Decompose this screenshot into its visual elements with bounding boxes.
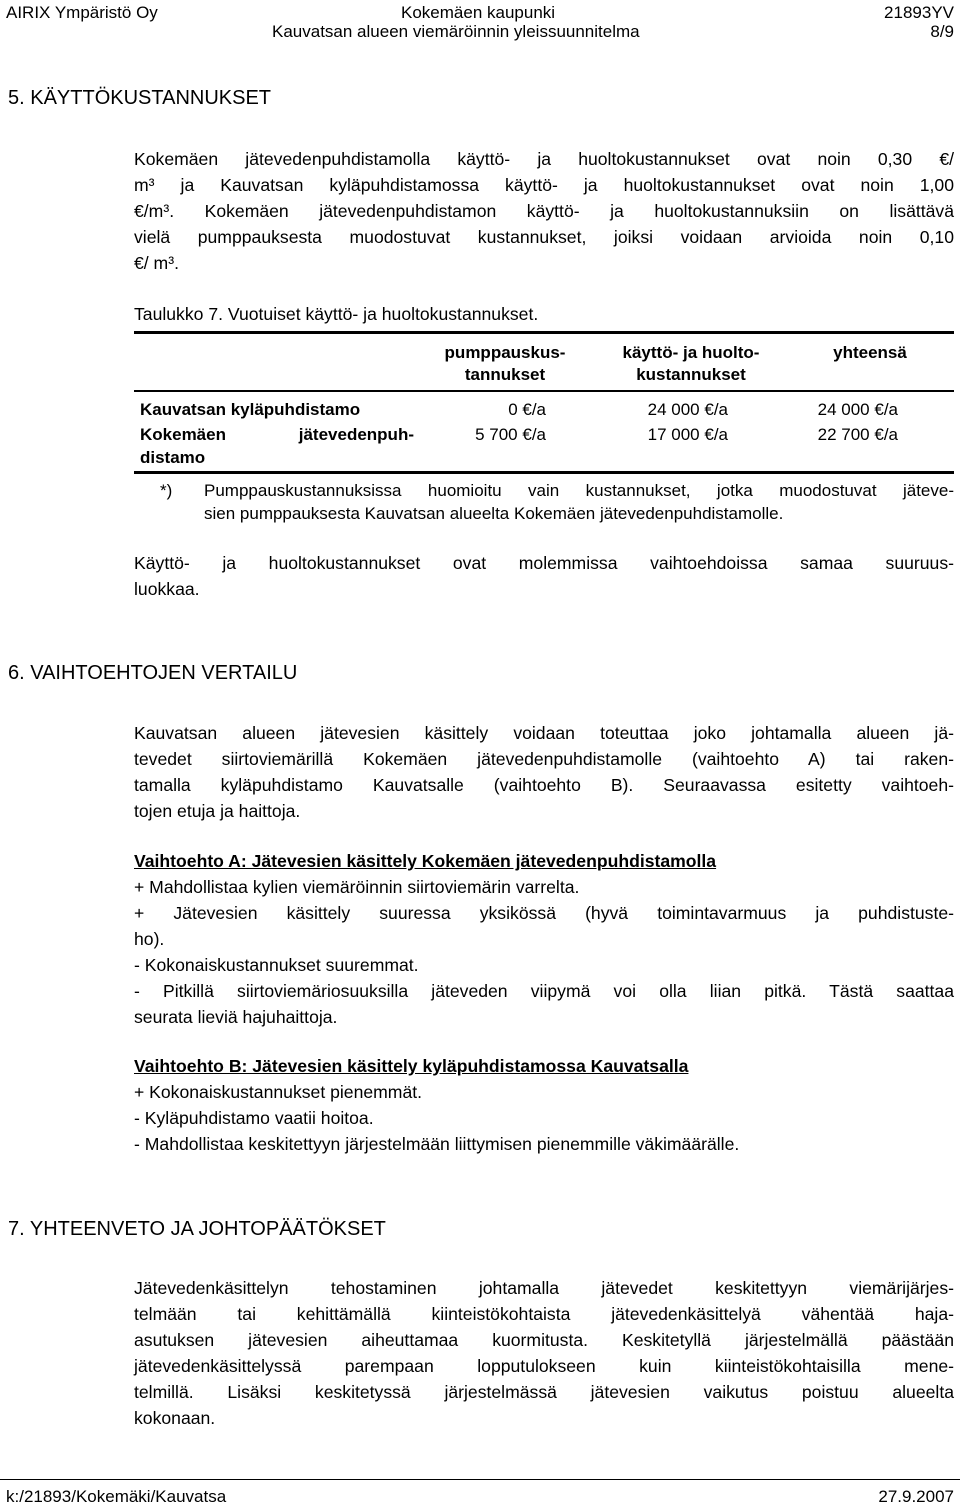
table-cell-operation: 24 000 €/a	[647, 400, 728, 419]
section-7-title: 7. YHTEENVETO JA JOHTOPÄÄTÖKSET	[8, 1218, 386, 1240]
paragraph-line: telmään tai kehittämällä kiinteistökohtaista jätevedenkäsittelyä vähentää haja-	[134, 1304, 954, 1324]
paragraph-line: jätevedenkäsittelyssä parempaan lopputulokseen kuin kiinteistökohtaisilla mene-	[134, 1356, 954, 1376]
table-header-operation	[596, 342, 786, 386]
section-5-title: 5. KÄYTTÖKUSTANNUKSET	[8, 87, 272, 109]
footer-file-path: k:/21893/Kokemäki/Kauvatsa	[6, 1487, 227, 1506]
header-subtitle: Kauvatsan alueen viemäröinnin yleissuunnitelma	[272, 22, 640, 41]
paragraph-line: Käyttö- ja huoltokustannukset ovat molemmissa vaihtoehdoissa samaa suuruus-	[134, 553, 954, 573]
paragraph-line: €/m³. Kokemäen jätevedenpuhdistamon käyttö- ja huoltokustannuksiin on lisättävä	[134, 201, 954, 221]
header-code: 21893YV	[884, 3, 954, 22]
alternative-b-title: Vaihtoehto B: Jätevesien käsittely kyläpuhdistamossa Kauvatsalla	[134, 1056, 689, 1076]
list-item: seurata lieviä hajuhaittoja.	[134, 1007, 338, 1027]
paragraph-line: asutuksen jätevesien aiheuttamaa kuormitusta. Keskitetyllä järjestelmällä päästään	[134, 1330, 954, 1350]
table-row-name: Kauvatsan kyläpuhdistamo	[140, 400, 361, 419]
section-5-paragraph-2	[134, 550, 954, 602]
list-item: ho).	[134, 929, 165, 949]
paragraph-line: €/ m³.	[134, 253, 179, 273]
table-row-name: Kokemäen jätevedenpuh-	[140, 425, 414, 444]
table-cell-pumping: 5 700 €/a	[475, 425, 546, 444]
paragraph-line: telmillä. Lisäksi keskitetyssä järjestelmässä jätevesien vaikutus poistuu alueelta	[134, 1382, 954, 1402]
paragraph-line: tojen etuja ja haittoja.	[134, 801, 301, 821]
list-item: - Pitkillä siirtoviemäriosuuksilla jäteveden viipymä voi olla liian pitkä. Tästä saattaa	[134, 981, 954, 1001]
table-cell-total: 24 000 €/a	[817, 400, 898, 419]
paragraph-line: m³ ja Kauvatsan kyläpuhdistamossa käyttö- ja huoltokustannukset ovat noin 1,00	[134, 175, 954, 195]
table-bottom-rule	[134, 471, 954, 474]
section-5-paragraph	[134, 146, 954, 276]
table-header-rule	[134, 390, 954, 392]
alternative-a	[134, 848, 954, 1030]
header-line: käyttö- ja huolto-	[622, 343, 760, 362]
header-company: AIRIX Ympäristö Oy	[6, 3, 158, 22]
footer-date: 27.9.2007	[878, 1487, 954, 1506]
alternative-a-title: Vaihtoehto A: Jätevesien käsittely Kokemäen jätevedenpuhdistamolla	[134, 851, 717, 871]
table-cell-pumping: 0 €/a	[508, 400, 546, 419]
list-item: - Kokonaiskustannukset suuremmat.	[134, 955, 419, 975]
paragraph-line: tevedet siirtoviemärillä Kokemäen jätevedenpuhdistamolle (vaihtoehto A) tai raken-	[134, 749, 954, 769]
list-item: + Kokonaiskustannukset pienemmät.	[134, 1082, 423, 1102]
paragraph-line: Kauvatsan alueen jätevesien käsittely voidaan toteuttaa joko johtamalla alueen jä-	[134, 723, 954, 743]
table-caption: Taulukko 7. Vuotuiset käyttö- ja huoltokustannukset.	[134, 304, 539, 324]
footer-rule	[0, 1479, 960, 1480]
section-6-title: 6. VAIHTOEHTOJEN VERTAILU	[8, 662, 298, 684]
section-6-paragraph	[134, 720, 954, 824]
table-header-total: yhteensä	[833, 343, 907, 362]
list-item: - Kyläpuhdistamo vaatii hoitoa.	[134, 1108, 374, 1128]
header-line: pumppauskus-	[444, 343, 566, 362]
paragraph-line: Kokemäen jätevedenpuhdistamolla käyttö- ja huoltokustannukset ovat noin 0,30 €/	[134, 149, 954, 169]
paragraph-line: vielä pumppauksesta muodostuvat kustannukset, joiksi voidaan arvioida noin 0,10	[134, 227, 954, 247]
section-7-paragraph	[134, 1275, 954, 1431]
table-row-name-continued: distamo	[140, 448, 206, 467]
list-item: + Mahdollistaa kylien viemäröinnin siirtoviemärin varrelta.	[134, 877, 580, 897]
footnote-line: sien pumppauksesta Kauvatsan alueelta Kokemäen jätevedenpuhdistamolle.	[204, 504, 784, 523]
header-client: Kokemäen kaupunki	[401, 3, 556, 22]
paragraph-line: kokonaan.	[134, 1408, 216, 1428]
table-top-rule	[134, 331, 954, 334]
list-item: - Mahdollistaa keskitettyyn järjestelmään liittymisen pienemmille väkimäärälle.	[134, 1134, 740, 1154]
table-cell-operation: 17 000 €/a	[647, 425, 728, 444]
alternative-b	[134, 1053, 954, 1157]
footnote-line: Pumppauskustannuksissa huomioitu vain kustannukset, jotka muodostuvat jäteve-	[204, 481, 954, 500]
list-item: + Jätevesien käsittely suuressa yksikössä (hyvä toimintavarmuus ja puhdistuste-	[134, 903, 954, 923]
table-cell-total: 22 700 €/a	[817, 425, 898, 444]
table-header-pumping	[420, 342, 590, 386]
paragraph-line: tamalla kyläpuhdistamo Kauvatsalle (vaihtoehto B). Seuraavassa esitetty vaihtoeh-	[134, 775, 954, 795]
paragraph-line: luokkaa.	[134, 579, 200, 599]
header-line: kustannukset	[636, 365, 746, 384]
header-line: tannukset	[464, 365, 546, 384]
footnote-mark: *)	[160, 481, 173, 500]
header-page-number: 8/9	[930, 22, 954, 41]
paragraph-line: Jätevedenkäsittelyn tehostaminen johtamalla jätevedet keskitettyyn viemärijärjes-	[134, 1278, 954, 1298]
